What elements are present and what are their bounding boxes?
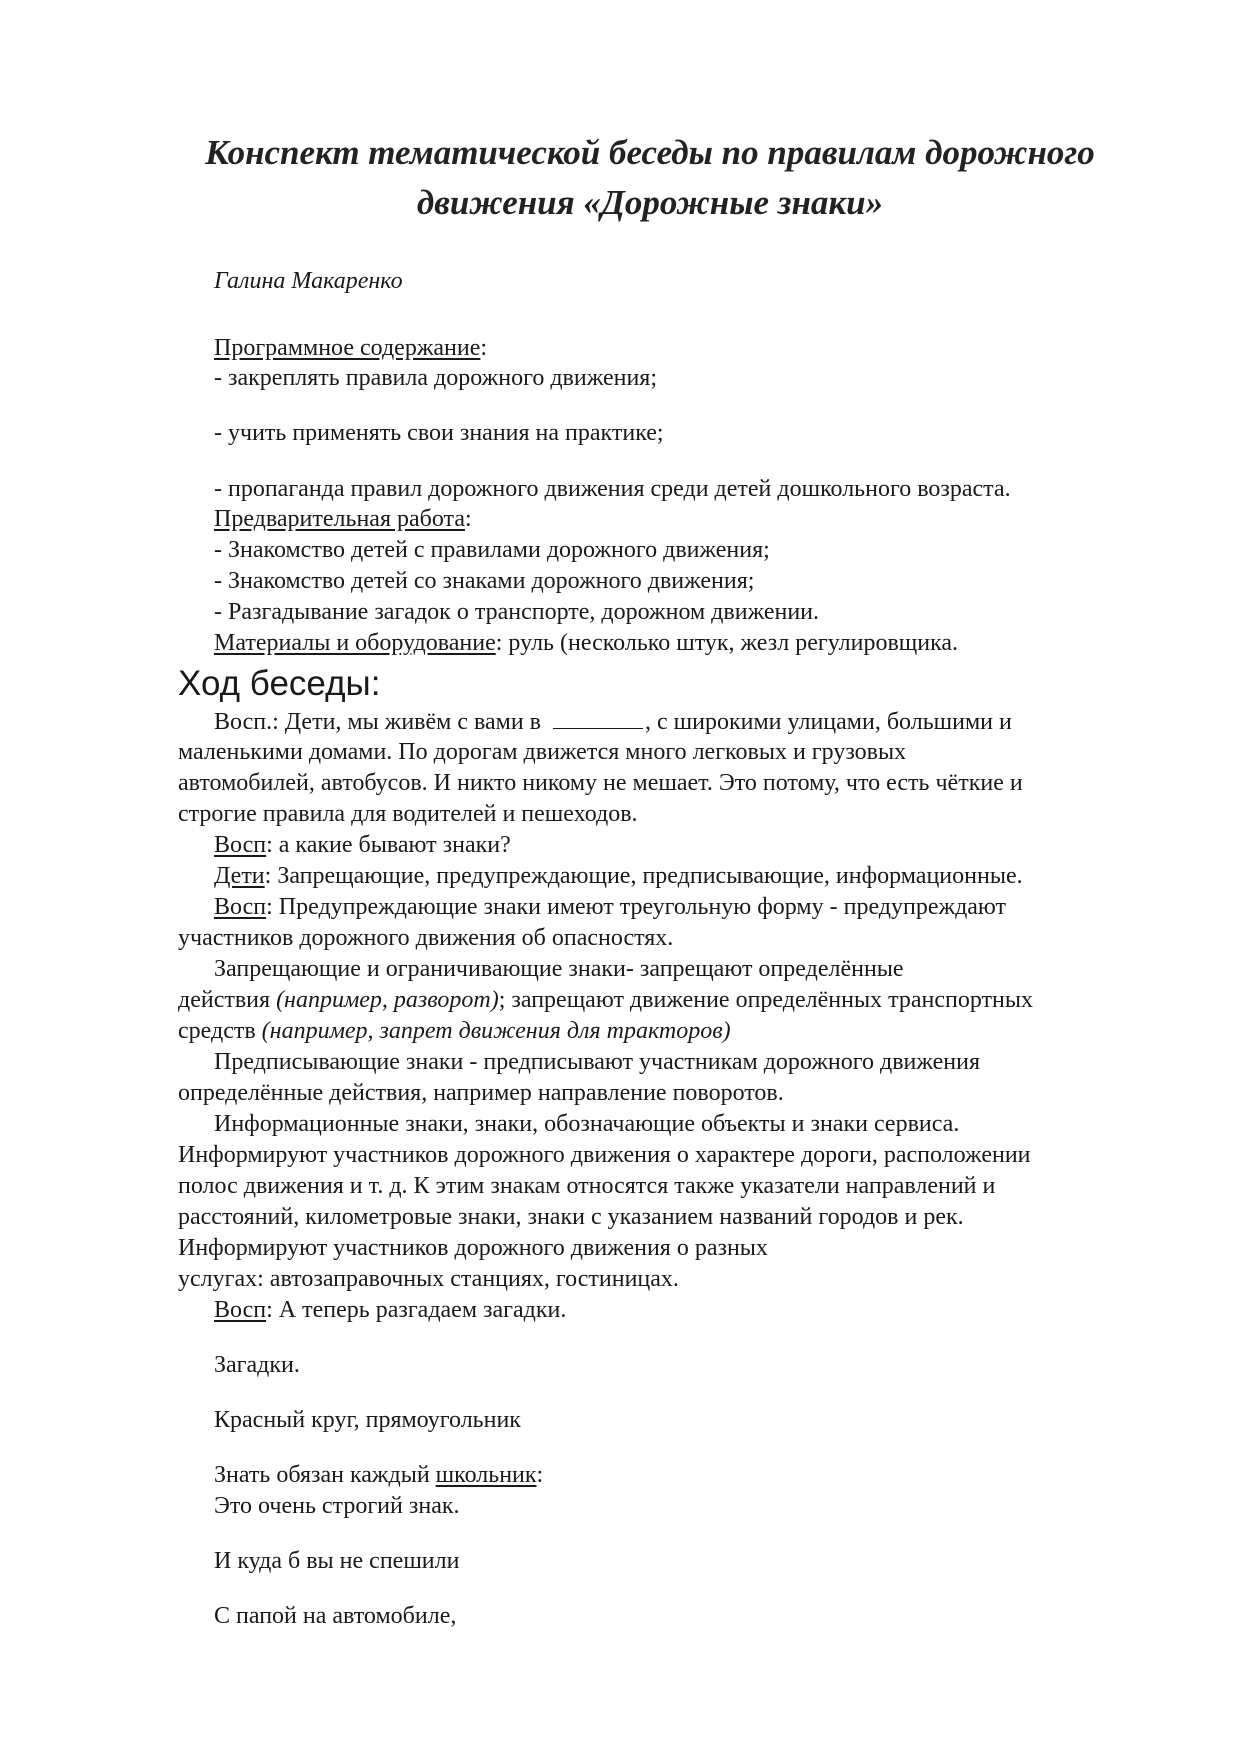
example-text: (например, запрет движения для тракторов) <box>261 1018 731 1044</box>
body-text: средств <box>178 1018 262 1044</box>
materials-label: Материалы и оборудование <box>214 630 496 656</box>
riddle-line: Это очень строгий знак. <box>214 1493 460 1519</box>
body-text: ; запрещают движение определённых транспортных <box>498 987 1033 1013</box>
body-text: : Запрещающие, предупреждающие, предписывающие, информационные. <box>264 863 1023 889</box>
body-line: Информируют участников дорожного движения о характере дороги, расположении <box>178 1142 1031 1168</box>
body-text: : а какие бывают знаки? <box>266 832 511 858</box>
example-text: (например, разворот) <box>276 987 499 1013</box>
prelim-item: - Знакомство детей со знаками дорожного движения; <box>214 568 755 594</box>
program-item: - пропаганда правил дорожного движения среди детей дошкольного возраста. <box>214 476 1011 502</box>
riddle-text: Знать обязан каждый <box>214 1462 436 1488</box>
body-text: : А теперь разгадаем загадки. <box>266 1297 567 1323</box>
riddle-line: Красный круг, прямоугольник <box>214 1407 521 1433</box>
body-line: расстояний, километровые знаки, знаки с указанием названий городов и рек. <box>178 1204 964 1230</box>
materials-text: : руль (несколько штук, жезл регулировщика. <box>495 630 959 656</box>
riddles-label: Загадки. <box>214 1352 300 1378</box>
body-line <box>178 1016 731 1046</box>
body-line: Информируют участников дорожного движения о разных <box>178 1235 768 1261</box>
materials-line <box>214 628 958 658</box>
body-line <box>214 861 1023 891</box>
riddle-underlined: школьник <box>435 1462 537 1488</box>
prelim-item: - Разгадывание загадок о транспорте, дорожном движении. <box>214 599 820 625</box>
prelim-label: Предварительная работа <box>214 506 465 532</box>
speaker-deti: Дети <box>214 863 265 889</box>
body-line <box>214 706 1012 737</box>
body-line: определённые действия, например направление поворотов. <box>178 1080 784 1106</box>
body-text: , с широкими улицами, большими и <box>645 709 1012 735</box>
section-heading: Ход беседы: <box>178 664 381 703</box>
body-line: услугах: автозаправочных станциях, гостиницах. <box>178 1266 679 1292</box>
blank-field <box>553 706 643 729</box>
body-line: автомобилей, автобусов. И никто никому не мешает. Это потому, что есть чёткие и <box>178 770 1023 796</box>
speaker-vosp: Восп <box>214 1297 267 1323</box>
author-name: Галина Макаренко <box>214 268 403 294</box>
document-title <box>150 128 1150 228</box>
program-label: Программное содержание <box>214 335 481 361</box>
body-line: Предписывающие знаки - предписывают участникам дорожного движения <box>214 1049 981 1075</box>
body-line <box>214 892 1006 922</box>
speaker-vosp: Восп <box>214 894 267 920</box>
body-line: Запрещающие и ограничивающие знаки- запрещают определённые <box>214 956 904 982</box>
prelim-item: - Знакомство детей с правилами дорожного движения; <box>214 537 770 563</box>
title-line-2: движения «Дорожные знаки» <box>416 183 884 222</box>
body-line <box>214 830 511 860</box>
riddle-line: И куда б вы не спешили <box>214 1548 460 1574</box>
body-line: строгие правила для водителей и пешеходов. <box>178 801 638 827</box>
program-item: - закреплять правила дорожного движения; <box>214 365 658 391</box>
body-text: Восп.: Дети, мы живём с вами в <box>214 709 542 735</box>
body-text: действия <box>178 987 277 1013</box>
body-line: участников дорожного движения об опасностях. <box>178 925 674 951</box>
body-line: маленькими домами. По дорогам движется много легковых и грузовых <box>178 739 907 765</box>
body-line: Информационные знаки, знаки, обозначающие объекты и знаки сервиса. <box>214 1111 960 1137</box>
riddle-text: : <box>536 1462 544 1488</box>
body-text: : Предупреждающие знаки имеют треугольную форму - предупреждают <box>266 894 1007 920</box>
body-line: полос движения и т. д. К этим знакам относятся также указатели направлений и <box>178 1173 996 1199</box>
title-line-1: Конспект тематической беседы по правилам дорожного <box>205 133 1095 172</box>
program-item: - учить применять свои знания на практике; <box>214 420 664 446</box>
speaker-vosp: Восп <box>214 832 267 858</box>
prelim-heading: Предварительная работа: <box>214 506 472 532</box>
riddle-line: С папой на автомобиле, <box>214 1603 457 1629</box>
riddle-line <box>214 1460 543 1490</box>
body-line <box>214 1295 566 1325</box>
body-line <box>178 985 1033 1015</box>
program-heading: Программное содержание: <box>214 335 488 361</box>
